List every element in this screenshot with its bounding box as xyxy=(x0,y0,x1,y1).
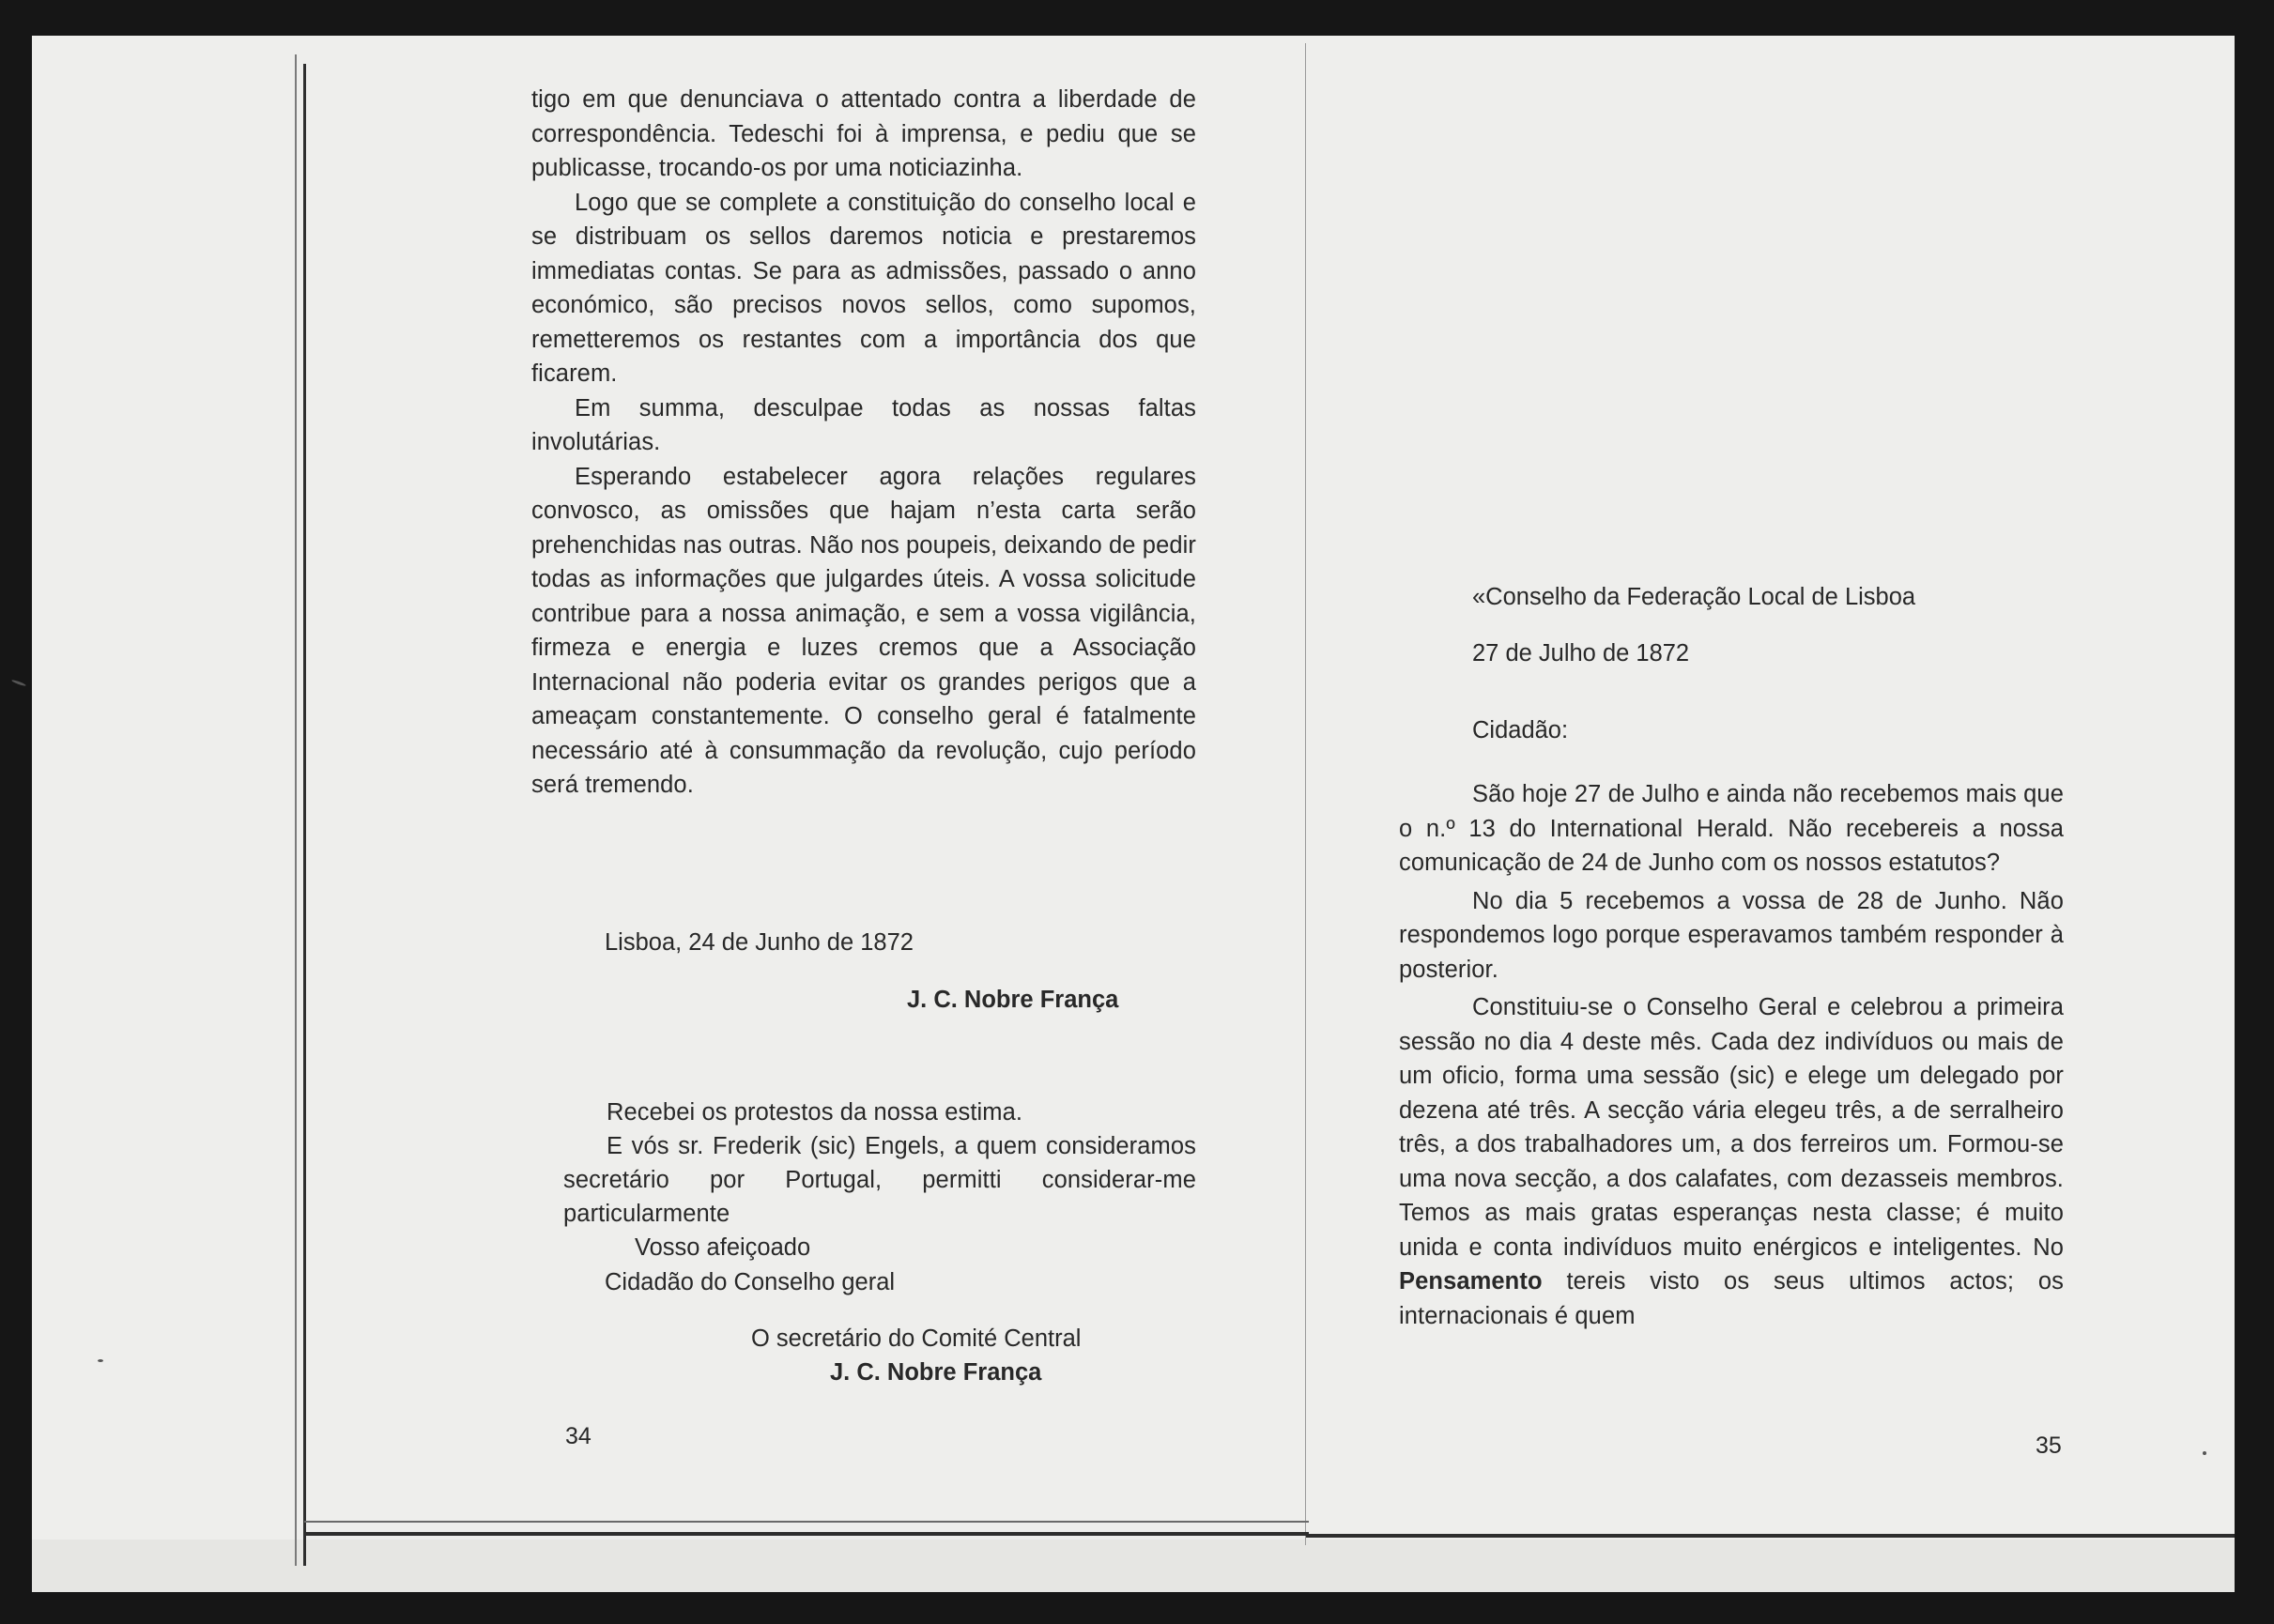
newspaper-title: Pensamento xyxy=(1399,1268,1543,1295)
page-gutter xyxy=(1305,43,1306,1545)
right-paragraph-3-tail: tereis visto os seus ultimos actos; os internacionais é quem xyxy=(1399,1268,2064,1329)
signature-1: J. C. Nobre França xyxy=(907,987,1119,1013)
page-number-left: 34 xyxy=(565,1423,592,1449)
right-paragraph-3-text: Constituiu-se o Conselho Geral e celebrou a primeira sessão no dia 4 deste mês. Cada dez indivíduos ou mais de um oficio, forma uma sessão (sic) e elege um delegado por dezena até três. A secção vária elegeu três, a de serralheiro três, a dos trabalhadores um, a dos ferreiros um. Formou-se uma nova secção, a dos calafates, com dezasseis membros. Temos as mais gratas esperanças nesta classe; é muito unida e conta indivíduos muito enérgicos e inteligentes. No xyxy=(1399,994,2064,1261)
scan-speck xyxy=(98,1359,103,1362)
page-overlap-strip xyxy=(32,1540,2235,1592)
scan-speck xyxy=(2203,1451,2206,1455)
left-paragraph-1: tigo em que denunciava o attentado contra a liberdade de correspondência. Tedeschi foi à imprensa, e pediu que se publicasse, trocando-os por uma noticiazinha. xyxy=(531,86,1196,181)
closing-block xyxy=(563,1095,1196,1231)
signature-2: J. C. Nobre França xyxy=(830,1359,1042,1386)
closing-line-2: E vós sr. Frederik (sic) Engels, a quem consideramos secretário por Portugal, permitti considerar-me particularmente xyxy=(563,1133,1196,1227)
closing-line-3: Vosso afeiçoado xyxy=(635,1234,811,1261)
left-page-body xyxy=(531,83,1196,803)
closing-line-1: Recebei os protestos da nossa estima. xyxy=(607,1099,1023,1126)
page-number-right: 35 xyxy=(2036,1432,2062,1459)
left-paragraph-4: Esperando estabelecer agora relações regulares convosco, as omissões que hajam n’esta carta serão prehenchidas nas outras. Não nos poupeis, deixando de pedir todas as informações que julgardes úteis. A vossa solicitude contribue para a nossa animação, e sem a vossa vigilância, firmeza e energia e luzes cremos que a Associação Internacional não poderia evitar os grandes perigos que a ameaçam constantemente. O conselho geral é fatalmente necessário até à consummação da revolução, cujo período será tremendo. xyxy=(531,463,1196,798)
right-paragraph-1: São hoje 27 de Julho e ainda não recebemos mais que o n.º 13 do International Herald. Não recebereis a nossa comunicação de 24 de Junho com os nossos estatutos? xyxy=(1399,781,2064,876)
left-paragraph-2: Logo que se complete a constituição do conselho local e se distribuam os sellos daremos noticia e prestaremos immediatas contas. Se para as admissões, passado o anno económico, são precisos novos sellos, como supomos, remetteremos os restantes com a importância dos que ficarem. xyxy=(531,189,1196,387)
bottom-rule-thin xyxy=(304,1521,1309,1523)
closing-line-4: Cidadão do Conselho geral xyxy=(605,1269,896,1295)
binding-rule-thick xyxy=(303,64,306,1566)
right-paragraph-3 xyxy=(1399,990,2064,1333)
right-paragraph-2: No dia 5 recebemos a vossa de 28 de Junho. Não respondemos logo porque esperavamos também responder à posterior. xyxy=(1399,887,2064,983)
right-page-body xyxy=(1399,777,2064,1333)
letter-header: «Conselho da Federação Local de Lisboa xyxy=(1472,584,1916,610)
salutation: Cidadão: xyxy=(1472,717,1569,743)
bottom-rule-left xyxy=(304,1532,1309,1536)
left-paragraph-3: Em summa, desculpae todas as nossas faltas involutárias. xyxy=(531,394,1196,455)
bottom-rule-right xyxy=(1306,1534,2235,1538)
place-date: Lisboa, 24 de Junho de 1872 xyxy=(605,929,914,956)
signatory-role: O secretário do Comité Central xyxy=(751,1325,1082,1352)
binding-rule-thin xyxy=(295,54,297,1566)
letter-date: 27 de Julho de 1872 xyxy=(1472,640,1690,666)
